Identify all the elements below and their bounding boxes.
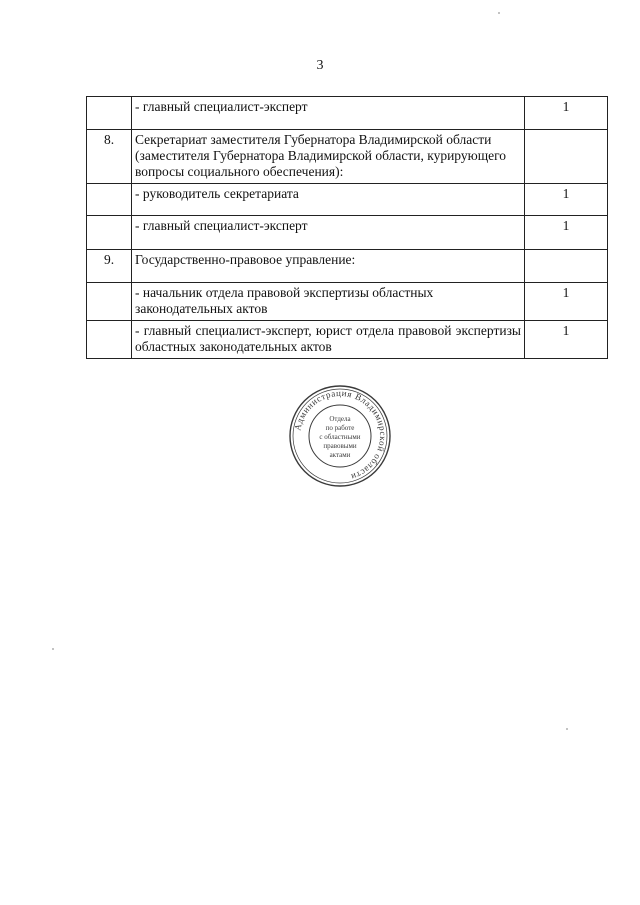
seal-inner-line: по работе — [325, 424, 355, 432]
table-row — [87, 130, 608, 184]
row-number: 9. — [87, 250, 132, 283]
department-title: Государственно-правовое управление: — [132, 250, 525, 283]
positions-table — [86, 96, 608, 359]
row-number — [87, 216, 132, 250]
table-row — [87, 184, 608, 216]
seal-inner-line: актами — [329, 451, 351, 459]
table-row — [87, 97, 608, 130]
position-title: - начальник отдела правовой экспертизы областных законодательных актов — [132, 283, 525, 321]
seal-outer-text: Администрация Владимирской области — [292, 387, 389, 483]
table-row — [87, 283, 608, 321]
official-seal — [288, 384, 392, 488]
position-count: 1 — [525, 97, 608, 130]
scan-speck — [566, 728, 568, 730]
row-number — [87, 97, 132, 130]
page-number: 3 — [316, 58, 324, 73]
table-row — [87, 321, 608, 359]
position-title: - главный специалист-эксперт — [132, 216, 525, 250]
position-count — [525, 130, 608, 184]
row-number — [87, 283, 132, 321]
seal-inner-line: правовыми — [323, 442, 357, 450]
position-count: 1 — [525, 321, 608, 359]
position-count: 1 — [525, 283, 608, 321]
seal-inner-line: с областными — [319, 433, 361, 441]
scan-speck — [52, 648, 54, 650]
row-number: 8. — [87, 130, 132, 184]
department-title: Секретариат заместителя Губернатора Владимирской области (заместителя Губернатора Владимирской области, курирующего вопросы социального обеспечения): — [132, 130, 525, 184]
scan-speck — [498, 12, 500, 14]
position-count: 1 — [525, 184, 608, 216]
position-count — [525, 250, 608, 283]
position-title: - руководитель секретариата — [132, 184, 525, 216]
seal-inner-line: Отдела — [329, 415, 351, 423]
position-title: - главный специалист-эксперт, юрист отдела правовой экспертизы областных законодательных актов — [132, 321, 525, 359]
table-row — [87, 250, 608, 283]
row-number — [87, 321, 132, 359]
row-number — [87, 184, 132, 216]
position-count: 1 — [525, 216, 608, 250]
table-row — [87, 216, 608, 250]
position-title: - главный специалист-эксперт — [132, 97, 525, 130]
